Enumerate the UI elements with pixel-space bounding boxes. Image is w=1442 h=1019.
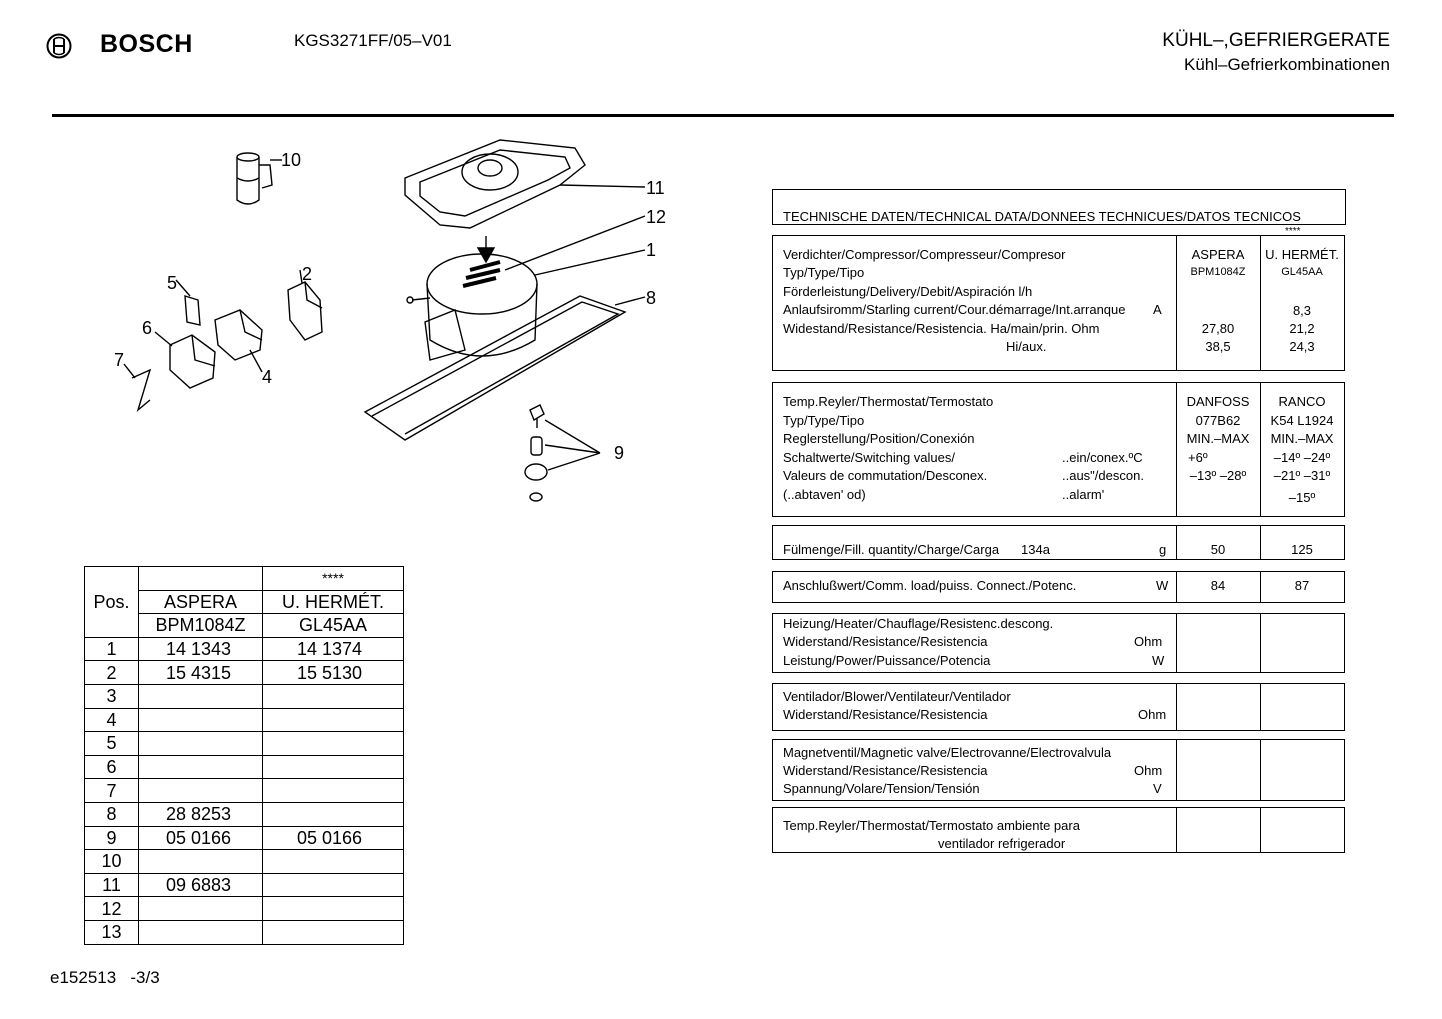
capacitor-part: [237, 153, 282, 204]
parts-row: [85, 779, 404, 803]
ranco-maker: RANCO: [1278, 394, 1326, 409]
blower-resistance-label: Widerstand/Resistance/Resistencia: [783, 707, 988, 722]
switching-off-label: ..aus"/descon.: [1062, 468, 1144, 483]
parts-cell-c2: 05 0166: [263, 826, 404, 850]
danfoss-position: MIN.–MAX: [1186, 431, 1250, 446]
defrost-label: (..abtaven' od): [783, 487, 866, 502]
heater-resistance-unit: Ohm: [1134, 634, 1163, 649]
danfoss-type: 077B62: [1195, 413, 1241, 428]
parts-cell-c1: [139, 850, 263, 874]
base-rail-part: [365, 296, 645, 440]
parts-cell-c2: [263, 802, 404, 826]
aspera-fill-value: 50: [1210, 542, 1226, 557]
hermet-type: GL45AA: [1281, 266, 1323, 278]
aspera-load-value: 84: [1210, 578, 1226, 593]
compressor-section: [772, 235, 1345, 371]
starting-current-label: Anlaufsiromm/Starling current/Cour.démarrage/Int.arranque: [783, 302, 1126, 317]
parts-cell-pos: 8: [85, 802, 139, 826]
blower-resistance-unit: Ohm: [1138, 707, 1167, 722]
parts-row: [85, 826, 404, 850]
model-number: KGS3271FF/05–V01: [294, 31, 452, 50]
connected-load-section: [772, 571, 1345, 603]
spring-clip-part: [124, 364, 150, 410]
parts-row: [85, 708, 404, 732]
compressor-label: Verdichter/Compressor/Compresseur/Compresor: [783, 247, 1066, 262]
parts-row: [85, 755, 404, 779]
connected-load-unit: W: [1156, 578, 1169, 593]
thermostat-label: Temp.Reyler/Thermostat/Termostato: [783, 394, 994, 409]
parts-cell-pos: 11: [85, 873, 139, 897]
page-number: -3/3: [130, 968, 160, 987]
hermet-fill-value: 125: [1291, 542, 1313, 557]
header-divider: [52, 114, 1394, 117]
parts-cell-pos: 6: [85, 755, 139, 779]
ranco-off-value: –21º –31º: [1273, 468, 1331, 483]
parts-cell-pos: 13: [85, 920, 139, 944]
parts-diagram: [100, 130, 700, 530]
label-7: 7: [114, 350, 125, 370]
blower-label: Ventilador/Blower/Ventilateur/Ventilador: [783, 689, 1011, 704]
danfoss-maker: DANFOSS: [1186, 394, 1250, 409]
col2-type: GL45AA: [263, 614, 404, 638]
heater-power-label: Leistung/Power/Puissance/Potencia: [783, 653, 991, 668]
parts-cell-c2: [263, 873, 404, 897]
parts-row: [85, 850, 404, 874]
label-4: 4: [262, 367, 273, 387]
bosch-logo-icon: [46, 33, 72, 59]
parts-cell-c2: 15 5130: [263, 661, 404, 685]
valve-voltage-label: Spannung/Volare/Tension/Tensión: [783, 781, 980, 796]
label-9: 9: [614, 443, 625, 463]
parts-cell-c1: 15 4315: [139, 661, 263, 685]
hermet-maker: U. HERMÉT.: [1265, 247, 1339, 262]
parts-cell-c2: [263, 708, 404, 732]
parts-cell-c1: 05 0166: [139, 826, 263, 850]
ambient-thermostat-label: Temp.Reyler/Thermostat/Termostato ambiente para: [783, 818, 1080, 833]
magnetic-valve-section: [772, 739, 1345, 801]
hermet-starting-current: 8,3: [1292, 303, 1312, 318]
aspera-res-main: 27,80: [1201, 321, 1235, 336]
compressor-part: [407, 250, 645, 356]
parts-cell-pos: 2: [85, 661, 139, 685]
parts-cell-c1: [139, 684, 263, 708]
parts-row: [85, 897, 404, 921]
heater-section: [772, 613, 1345, 673]
col1-maker: ASPERA: [139, 590, 263, 614]
parts-cell-pos: 3: [85, 684, 139, 708]
parts-cell-c1: [139, 732, 263, 756]
parts-cell-c1: 14 1343: [139, 637, 263, 661]
parts-cell-c2: [263, 920, 404, 944]
parts-row: [85, 920, 404, 944]
aspera-type: BPM1084Z: [1190, 266, 1246, 278]
tech-data-title: TECHNISCHE DATEN/TECHNICAL DATA/DONNEES TECHNICUES/DATOS TECNICOS: [783, 209, 1301, 224]
relay-cover-part: [155, 332, 215, 388]
parts-cell-pos: 5: [85, 732, 139, 756]
doc-id: e152513: [50, 968, 117, 987]
ambient-thermostat-label-2: ventilador refrigerador: [938, 836, 1066, 851]
parts-cell-c2: [263, 850, 404, 874]
category-subtitle: Kühl–Gefrierkombinationen: [1183, 55, 1390, 74]
ranco-alarm-value: –15º: [1288, 490, 1316, 505]
switching-values-label: Schaltwerte/Switching values/: [783, 450, 955, 465]
ambient-thermostat-section: [772, 807, 1345, 853]
parts-cell-pos: 1: [85, 637, 139, 661]
overload-protector-part: [215, 310, 262, 372]
parts-cell-pos: 7: [85, 779, 139, 803]
label-10: 10: [281, 150, 302, 170]
type-label: Typ/Type/Tipo: [783, 265, 865, 280]
label-2: 2: [302, 264, 313, 284]
parts-cell-c2: [263, 732, 404, 756]
parts-row: [85, 732, 404, 756]
parts-row: [85, 873, 404, 897]
clip-part: [176, 280, 200, 325]
label-8: 8: [646, 288, 657, 308]
tech-stars: ****: [1285, 226, 1301, 237]
commutation-label: Valeurs de commutation/Desconex.: [783, 468, 988, 483]
delivery-label: Förderleistung/Delivery/Debit/Aspiración l/h: [783, 284, 1033, 299]
parts-row: [85, 802, 404, 826]
parts-cell-c2: 14 1374: [263, 637, 404, 661]
tech-data-title-box: [772, 189, 1346, 225]
parts-cell-pos: 9: [85, 826, 139, 850]
parts-cell-c2: [263, 755, 404, 779]
alarm-label: ..alarm': [1062, 487, 1105, 502]
valve-label: Magnetventil/Magnetic valve/Electrovanne/Electrovalvula: [783, 745, 1112, 760]
parts-cell-c1: [139, 897, 263, 921]
connected-load-label: Anschlußwert/Comm. load/puiss. Connect./Potenc.: [783, 578, 1077, 593]
thermostat-section: [772, 382, 1345, 517]
fill-quantity-unit: g: [1159, 542, 1167, 557]
valve-voltage-unit: V: [1153, 781, 1162, 796]
parts-cell-c1: 28 8253: [139, 802, 263, 826]
switching-on-label: ..ein/conex.ºC: [1062, 450, 1143, 465]
danfoss-off-value: –13º –28º: [1189, 468, 1247, 483]
brand-name: BOSCH: [100, 30, 193, 58]
aspera-res-aux: 38,5: [1205, 339, 1231, 354]
parts-cell-c2: [263, 897, 404, 921]
heater-power-unit: W: [1152, 653, 1165, 668]
label-5: 5: [167, 273, 178, 293]
parts-cell-c2: [263, 684, 404, 708]
parts-cell-c2: [263, 779, 404, 803]
parts-table: [84, 566, 404, 945]
parts-row: [85, 637, 404, 661]
category-title: KÜHL–,GEFRIERGERATE: [1162, 30, 1390, 51]
label-11: 11: [646, 178, 665, 198]
col1-type: BPM1084Z: [139, 614, 263, 638]
aspera-maker: ASPERA: [1191, 247, 1245, 262]
fill-quantity-label: Fülmenge/Fill. quantity/Charge/Carga: [783, 542, 1000, 557]
hermet-load-value: 87: [1294, 578, 1310, 593]
footer: [50, 968, 160, 988]
parts-cell-c1: [139, 779, 263, 803]
parts-cell-pos: 4: [85, 708, 139, 732]
ranco-position: MIN.–MAX: [1270, 431, 1334, 446]
valve-resistance-unit: Ohm: [1134, 763, 1163, 778]
col2-stars: ****: [263, 567, 404, 591]
parts-cell-pos: 10: [85, 850, 139, 874]
parts-row: [85, 661, 404, 685]
parts-cell-pos: 12: [85, 897, 139, 921]
parts-row: [85, 684, 404, 708]
fill-quantity-section: [772, 525, 1345, 560]
mounting-parts: [525, 405, 600, 501]
parts-cell-c1: [139, 920, 263, 944]
hermet-res-aux: 24,3: [1289, 339, 1315, 354]
parts-cell-c1: [139, 708, 263, 732]
resistance-main-label: Widestand/Resistance/Resistencia. Ha/main/prin. Ohm: [783, 321, 1100, 336]
col1-stars: [139, 567, 263, 591]
heater-label: Heizung/Heater/Chauflage/Resistenc.descong.: [783, 616, 1054, 631]
ranco-on-value: –14º –24º: [1273, 450, 1331, 465]
thermostat-type-label: Typ/Type/Tipo: [783, 413, 865, 428]
heater-resistance-label: Widerstand/Resistance/Resistencia: [783, 634, 988, 649]
pos-header: Pos.: [85, 567, 139, 638]
label-12: 12: [646, 207, 667, 227]
refrigerant-type: 134a: [1021, 542, 1050, 557]
danfoss-on-value: +6º: [1188, 450, 1208, 465]
resistance-aux-label: Hi/aux.: [1006, 339, 1047, 354]
starting-current-unit: A: [1153, 302, 1162, 317]
blower-section: [772, 683, 1345, 731]
ranco-type: K54 L1924: [1270, 413, 1334, 428]
parts-cell-c1: [139, 755, 263, 779]
position-label: Reglerstellung/Position/Conexión: [783, 431, 975, 446]
label-1: 1: [646, 240, 657, 260]
parts-cell-c1: 09 6883: [139, 873, 263, 897]
valve-resistance-label: Widerstand/Resistance/Resistencia: [783, 763, 988, 778]
label-6: 6: [142, 318, 153, 338]
col2-maker: U. HERMÉT.: [263, 590, 404, 614]
cover-part: [405, 140, 645, 228]
hermet-res-main: 21,2: [1289, 321, 1315, 336]
